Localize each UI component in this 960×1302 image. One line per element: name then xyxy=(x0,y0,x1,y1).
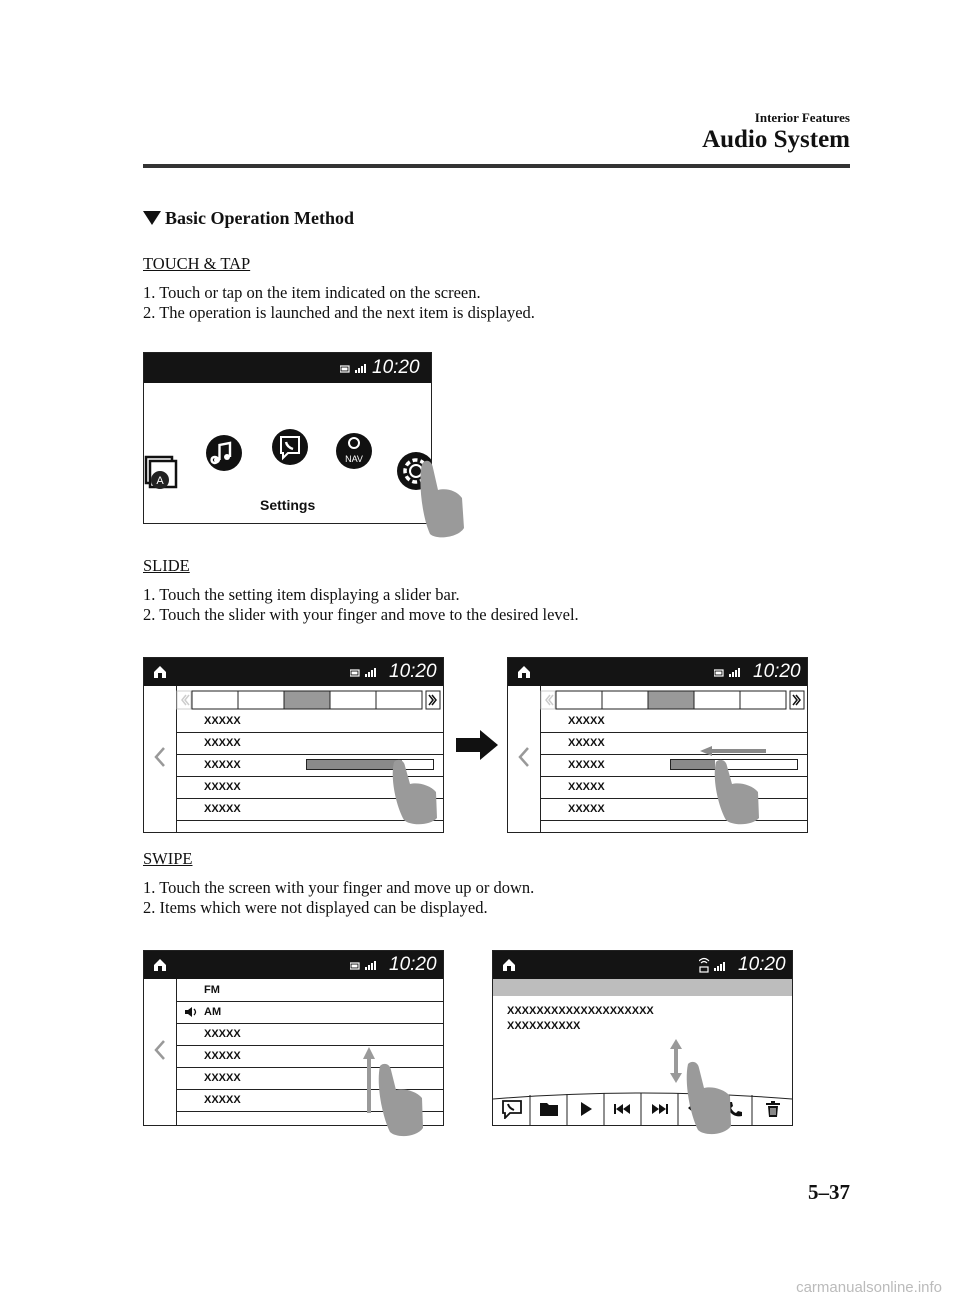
message-toolbar[interactable] xyxy=(493,1089,792,1125)
slide-heading: SLIDE xyxy=(143,556,190,575)
back-sidebar[interactable] xyxy=(508,686,541,832)
slider-fill[interactable] xyxy=(307,760,402,769)
swipe-up-arrow-icon xyxy=(362,1047,376,1115)
page-number: 5–37 xyxy=(808,1180,850,1204)
list-item[interactable]: XXXXX xyxy=(540,798,807,821)
touch-step-1: 1. Touch or tap on the item indicated on the screen. xyxy=(143,283,481,302)
hand-pointer-icon xyxy=(376,1062,426,1138)
list-item[interactable]: XXXXX xyxy=(176,754,443,777)
status-bar xyxy=(508,658,807,686)
home-icon[interactable] xyxy=(152,664,168,680)
swipe-step-1: 1. Touch the screen with your finger and move up or down. xyxy=(143,878,535,897)
home-icon[interactable] xyxy=(501,957,517,973)
swipe-updown-arrow-icon xyxy=(669,1039,683,1083)
tab-strip[interactable] xyxy=(176,690,443,710)
chevron-left-icon[interactable] xyxy=(518,746,530,768)
list-item[interactable]: XXXXX xyxy=(540,776,807,799)
list-item[interactable]: AM xyxy=(176,1001,443,1024)
clock: 10:20 xyxy=(389,954,437,975)
list-item[interactable]: FM xyxy=(176,979,443,1002)
list-item[interactable]: XXXXX xyxy=(540,732,807,755)
play-icon[interactable] xyxy=(579,1101,593,1117)
swipe-step-2: 2. Items which were not displayed can be displayed. xyxy=(143,898,488,917)
list-item[interactable]: XXXXX xyxy=(176,1089,443,1112)
status-bar xyxy=(144,658,443,686)
touch-step-2: 2. The operation is launched and the next item is displayed. xyxy=(143,303,535,322)
clock: 10:20 xyxy=(372,357,420,378)
list-item[interactable]: XXXXX xyxy=(176,776,443,799)
battery-signal-icon xyxy=(340,364,370,374)
watermark: carmanualsonline.info xyxy=(796,1279,942,1296)
list-item[interactable]: XXXXX xyxy=(176,710,443,733)
drag-left-arrow-icon xyxy=(698,744,768,758)
navigation-icon[interactable] xyxy=(334,431,374,471)
list-item[interactable]: XXXXX xyxy=(176,732,443,755)
folder-icon[interactable] xyxy=(539,1101,559,1117)
hand-pointer-icon xyxy=(684,1060,734,1136)
hand-pointer-icon xyxy=(416,458,466,540)
chevron-left-icon[interactable] xyxy=(154,746,166,768)
list-item[interactable]: XXXXX xyxy=(176,1067,443,1090)
section-title: Audio System xyxy=(702,126,850,153)
chevron-left-icon[interactable] xyxy=(154,1039,166,1061)
next-track-icon[interactable] xyxy=(651,1103,669,1115)
slide-screen-after xyxy=(507,657,808,833)
touch-heading: TOUCH & TAP xyxy=(143,254,251,273)
arrow-right-icon xyxy=(454,728,500,762)
clock: 10:20 xyxy=(738,954,786,975)
battery-signal-icon xyxy=(350,668,380,678)
speaker-icon xyxy=(184,1006,198,1018)
slider-fill[interactable] xyxy=(671,760,715,769)
hand-pointer-icon xyxy=(390,758,440,826)
touch-screen-illustration xyxy=(143,352,432,524)
home-icon[interactable] xyxy=(516,664,532,680)
svg-text:A: A xyxy=(156,475,164,487)
clock: 10:20 xyxy=(389,661,437,682)
music-icon[interactable] xyxy=(204,433,244,473)
app-a-icon[interactable] xyxy=(144,453,184,493)
back-sidebar[interactable] xyxy=(144,979,177,1125)
message-text-line-2: XXXXXXXXXX xyxy=(507,1020,581,1032)
communication-icon[interactable] xyxy=(270,427,310,467)
home-icon[interactable] xyxy=(152,957,168,973)
previous-track-icon[interactable] xyxy=(613,1103,631,1115)
settings-label: Settings xyxy=(260,497,316,513)
reply-message-icon[interactable] xyxy=(501,1099,523,1119)
tab-bar[interactable] xyxy=(176,690,443,710)
status-bar xyxy=(144,951,443,979)
slide-step-2: 2. Touch the slider with your finger and move to the desired level. xyxy=(143,605,579,624)
wifi-signal-icon xyxy=(699,955,729,973)
status-bar xyxy=(144,353,431,383)
list-item[interactable]: XXXXX xyxy=(540,754,807,777)
list-item[interactable]: XXXXX xyxy=(540,710,807,733)
swipe-heading: SWIPE xyxy=(143,849,193,868)
trash-icon[interactable] xyxy=(765,1100,781,1118)
clock: 10:20 xyxy=(753,661,801,682)
battery-signal-icon xyxy=(350,961,380,971)
swipe-message-screen xyxy=(492,950,793,1126)
hand-pointer-icon xyxy=(712,758,762,826)
slide-step-1: 1. Touch the setting item displaying a slider bar. xyxy=(143,585,460,604)
battery-signal-icon xyxy=(714,668,744,678)
status-bar xyxy=(493,951,792,979)
list-item[interactable]: XXXXX xyxy=(176,1045,443,1068)
list-item[interactable]: XXXXX xyxy=(176,798,443,821)
tab-bar[interactable] xyxy=(540,690,807,710)
message-text-line-1: XXXXXXXXXXXXXXXXXXXX xyxy=(507,1005,654,1017)
page-title: Basic Operation Method xyxy=(143,208,354,229)
list-item[interactable]: XXXXX xyxy=(176,1023,443,1046)
message-header-bar xyxy=(493,979,792,996)
svg-text:NAV: NAV xyxy=(345,454,363,464)
triangle-marker-icon xyxy=(143,211,161,225)
back-sidebar[interactable] xyxy=(144,686,177,832)
chapter-title: Interior Features xyxy=(754,110,850,125)
header-divider xyxy=(143,164,850,168)
tab-strip[interactable] xyxy=(540,690,807,710)
